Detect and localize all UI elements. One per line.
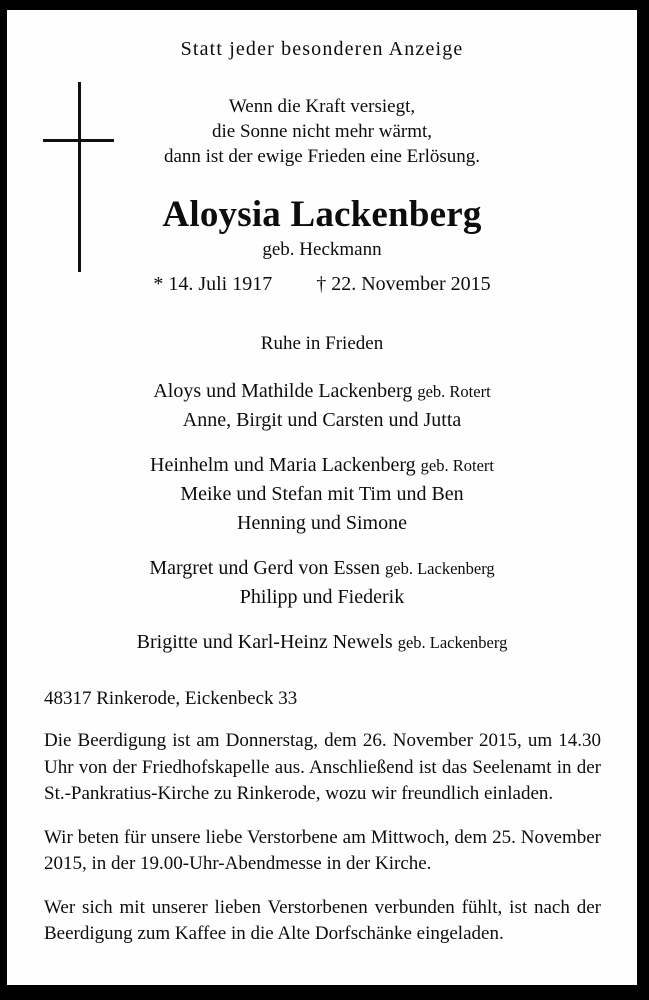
family-member-names: Meike und Stefan mit Tim und Ben <box>180 483 464 505</box>
family-member-names: Henning und Simone <box>237 512 407 534</box>
family-group <box>7 628 637 657</box>
service-paragraph: Wir beten für unsere liebe Verstorbene am Mittwoch, dem 25. November 2015, in der 19.00-Uhr-Abendmesse in der Kirche. <box>44 826 601 874</box>
notice-sheet <box>7 10 637 985</box>
deceased-name: Aloysia Lackenberg <box>162 194 482 235</box>
family-member-names: Margret und Gerd von Essen <box>149 557 386 579</box>
deceased-maiden-name: geb. Heckmann <box>262 239 382 260</box>
address-line: 48317 Rinkerode, Eickenbeck 33 <box>44 688 298 709</box>
family-member-maiden-name: geb. Rotert <box>417 382 491 401</box>
family-member-maiden-name: geb. Lackenberg <box>385 559 495 578</box>
family-member-line <box>7 554 637 583</box>
family-member-line <box>7 628 637 657</box>
family-member-line <box>7 509 637 538</box>
paragraph-container <box>44 728 601 948</box>
death-date: 22. November 2015 <box>331 273 491 295</box>
memorial-verse <box>7 94 637 169</box>
family-group <box>7 377 637 435</box>
notice-header: Statt jeder besonderen Anzeige <box>180 38 464 60</box>
verse-line-1: Wenn die Kraft versiegt, <box>228 96 416 117</box>
verse-line-3: dann ist der ewige Frieden eine Erlösung. <box>163 146 481 167</box>
service-paragraph: Die Beerdigung ist am Donnerstag, dem 26. November 2015, um 14.30 Uhr von der Friedhofskapelle aus. Anschließend ist das Seelenamt in der St.-Pankratius-Kirche zu Rinkerode, wozu wir freundlich einladen. <box>44 730 601 804</box>
life-dates <box>7 272 637 296</box>
family-survivors-list <box>7 377 637 657</box>
birth-symbol: * <box>153 273 164 295</box>
death-symbol: † <box>316 273 327 295</box>
family-member-names: Heinhelm und Maria Lackenberg <box>150 454 421 476</box>
family-group <box>7 554 637 612</box>
verse-line-2: die Sonne nicht mehr wärmt, <box>211 121 433 142</box>
family-member-line <box>7 480 637 509</box>
family-member-names: Philipp und Fiederik <box>239 586 405 608</box>
family-member-line <box>7 377 637 406</box>
family-member-line <box>7 583 637 612</box>
service-details <box>7 687 637 948</box>
family-member-line <box>7 406 637 435</box>
family-member-maiden-name: geb. Rotert <box>420 456 494 475</box>
service-paragraph: Wer sich mit unserer lieben Verstorbenen verbunden fühlt, ist nach der Beerdigung zum Kaffee in die Alte Dorfschänke eingeladen. <box>44 896 601 944</box>
family-member-line <box>7 451 637 480</box>
family-group <box>7 451 637 538</box>
family-member-names: Brigitte und Karl-Heinz Newels <box>136 631 398 653</box>
family-member-maiden-name: geb. Lackenberg <box>397 633 508 652</box>
family-member-names: Anne, Birgit und Carsten und Jutta <box>182 409 462 431</box>
family-member-names: Aloys und Mathilde Lackenberg <box>153 380 418 402</box>
birth-date: 14. Juli 1917 <box>168 273 273 295</box>
rest-in-peace-text: Ruhe in Frieden <box>260 333 384 354</box>
